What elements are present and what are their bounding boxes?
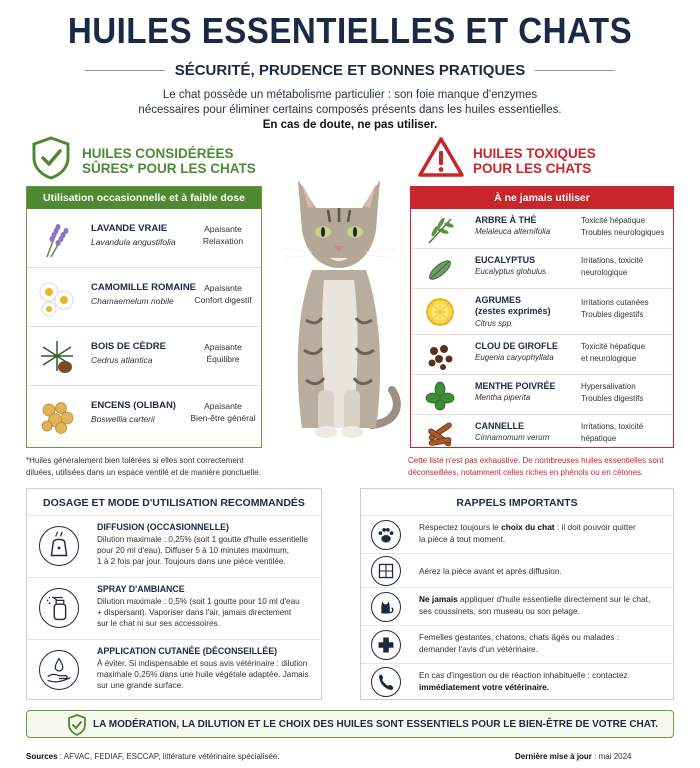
- effect-line: Toxicité hépatique: [581, 216, 646, 225]
- title-line: HUILES TOXIQUES: [473, 146, 596, 161]
- spray-bottle-icon: [39, 588, 79, 628]
- effect-line: et neurologique: [581, 354, 637, 363]
- subtitle-row: [85, 60, 615, 80]
- reminder-item: [361, 515, 673, 553]
- safe-oils-header: [30, 136, 270, 180]
- chamomile-icon: [37, 278, 77, 318]
- conclusion-text: LA MODÉRATION, LA DILUTION ET LE CHOIX DES HUILES SONT ESSENTIELS POUR LE BIEN-ÊTRE DE VOTRE CHAT.: [93, 719, 659, 730]
- oil-toxicity: [581, 341, 673, 365]
- reminder-line: demander l'avis d'un vétérinaire.: [419, 644, 538, 654]
- oil-toxicity: [581, 255, 673, 279]
- dosage-line: Dilution maximale : 0,25% (soit 1 goutte d'huile essentielle: [97, 535, 308, 544]
- reminder-emphasis: choix du chat: [501, 522, 555, 532]
- effect-line: hépatique: [581, 434, 617, 443]
- mint-icon: [425, 381, 455, 411]
- dosage-line: sur le chat ni sur ses accessoires.: [97, 619, 220, 628]
- last-update: [515, 752, 632, 761]
- oil-name: ENCENS (OLIBAN): [91, 400, 176, 411]
- oil-name: EUCALYPTUS: [475, 255, 536, 265]
- oil-effect: [187, 341, 259, 365]
- dosage-name: APPLICATION CUTANÉE (DÉCONSEILLÉE): [97, 646, 278, 656]
- divider: [85, 70, 165, 71]
- warning-icon: [417, 136, 465, 178]
- oil-latin-name: Citrus spp.: [475, 319, 514, 328]
- effect-line: Troubles digestifs: [581, 310, 644, 319]
- intro-line: nécessaires pour éliminer certains composés présents dans les huiles essentielles.: [138, 104, 562, 116]
- reminder-text: [419, 521, 669, 545]
- hand-drop-icon: [39, 650, 79, 690]
- toxic-oils-header: [415, 136, 675, 180]
- oil-toxicity: [581, 297, 673, 321]
- reminder-text: [419, 631, 669, 655]
- oil-latin-name: Lavandula angustifolia: [91, 237, 176, 247]
- oil-effect: [187, 400, 259, 424]
- safe-oils-panel: [26, 186, 262, 448]
- effect-line: Irritations cutanées: [581, 298, 649, 307]
- oil-toxicity: [581, 421, 673, 445]
- safe-oils-title: [82, 146, 256, 176]
- title-line: HUILES CONSIDÉRÉES: [82, 146, 234, 161]
- toxic-oils-note: [408, 455, 676, 479]
- reminder-line: Femelles gestantes, chatons, chats âgés ou malades :: [419, 632, 620, 642]
- reminder-text: Aérez la pièce avant et après diffusion.: [419, 566, 562, 576]
- reminder-line: ses coussinets, son museau ou son pelage.: [419, 606, 580, 616]
- frankincense-icon: [37, 396, 77, 436]
- note-line: *Huiles généralement bien tolérées si elles sont correctement: [26, 456, 244, 465]
- dosage-text: [97, 596, 317, 629]
- safe-oil-row: [27, 209, 261, 268]
- toxic-oil-row: [411, 335, 673, 375]
- update-text: : mai 2024: [591, 752, 632, 761]
- toxic-oils-panel: [410, 186, 674, 448]
- reminder-text-part: Respectez toujours le: [419, 522, 502, 532]
- toxic-oil-row: [411, 289, 673, 335]
- oil-name: ARBRE À THÉ: [475, 215, 537, 225]
- divider: [535, 70, 615, 71]
- dosage-item: [27, 577, 321, 637]
- effect-line: Apaisante: [204, 342, 242, 352]
- oil-name: CLOU DE GIROFLE: [475, 341, 558, 351]
- dosage-item: [27, 639, 321, 699]
- effect-line: Équilibre: [206, 354, 240, 364]
- effect-line: Apaisante: [204, 283, 242, 293]
- reminder-text-part: : il doit pouvoir quitter: [554, 522, 636, 532]
- oil-effect: [187, 223, 259, 247]
- reminders-title: RAPPELS IMPORTANTS: [456, 497, 578, 509]
- effect-line: Apaisante: [204, 224, 242, 234]
- oil-latin-name: Boswellia carterii: [91, 414, 155, 424]
- toxic-oils-bar: À ne jamais utiliser: [411, 187, 673, 209]
- update-label: Dernière mise à jour: [515, 752, 592, 761]
- effect-line: Troubles digestifs: [581, 394, 644, 403]
- cat-illustration: [272, 160, 406, 450]
- sources-label: Sources: [26, 752, 58, 761]
- reminder-text-part: appliquer d'huile essentielle directement sur le chat,: [457, 594, 651, 604]
- dosage-text: [97, 658, 317, 691]
- effect-line: Toxicité hépatique: [581, 342, 646, 351]
- reminder-item: [361, 553, 673, 587]
- toxic-oil-row: [411, 209, 673, 249]
- oil-latin-name: Chamaemelum nobile: [91, 296, 174, 306]
- effect-line: Relaxation: [202, 236, 244, 246]
- reminder-text: [419, 593, 669, 617]
- intro-line: Le chat possède un métabolisme particulier : son foie manque d'enzymes: [162, 89, 538, 101]
- effect-line: Apaisante: [204, 401, 242, 411]
- paw-icon: [371, 520, 401, 550]
- conclusion-banner: [26, 710, 674, 738]
- medical-cross-icon: [371, 630, 401, 660]
- shield-check-icon: [67, 714, 87, 736]
- oil-latin-name: Cedrus atlantica: [91, 355, 153, 365]
- oil-effect: [187, 282, 259, 306]
- oil-name: BOIS DE CÈDRE: [91, 341, 166, 352]
- effect-line: Confort digestif: [194, 295, 252, 305]
- toxic-oil-row: [411, 415, 673, 455]
- clove-icon: [425, 341, 455, 371]
- oil-latin-name: Cinnamomum verum: [475, 433, 550, 442]
- diffuser-icon: [39, 526, 79, 566]
- oil-latin-name: Eucalyptus globulus: [475, 267, 547, 276]
- intro-text: [110, 88, 590, 133]
- oil-latin-name: Mentha piperita: [475, 393, 531, 402]
- effect-line: Hypersalivation: [581, 382, 636, 391]
- dosage-name: SPRAY D'AMBIANCE: [97, 584, 185, 594]
- reminder-emphasis: immédiatement votre vétérinaire.: [419, 682, 550, 692]
- dosage-line: + dispersant). Vaporiser dans l'air, jamais directement: [97, 608, 292, 617]
- dosage-line: maximale 0,25% dans une huile végétale adaptée. Jamais: [97, 670, 309, 679]
- reminder-emphasis: Ne jamais: [419, 594, 458, 604]
- dosage-line: sur une grande surface.: [97, 681, 184, 690]
- dosage-item: [27, 515, 321, 575]
- oil-name: CAMOMILLE ROMAINE: [91, 282, 197, 293]
- citrus-icon: [425, 297, 455, 327]
- note-line: déconseillées, notamment celles riches en phénols ou en cétones.: [408, 468, 644, 477]
- intro-warning: En cas de doute, ne pas utiliser.: [262, 119, 438, 131]
- title-line: SÛRES* POUR LES CHATS: [82, 161, 256, 176]
- reminder-item: [361, 587, 673, 625]
- reminder-line: En cas d'ingestion ou de réaction inhabituelle : contactez: [419, 670, 628, 680]
- oil-name: [475, 295, 575, 317]
- dosage-name: DIFFUSION (OCCASIONNELLE): [97, 522, 229, 532]
- effect-line: Irritations, toxicité: [581, 422, 644, 431]
- reminder-line: la pièce à tout moment.: [419, 534, 506, 544]
- oil-name: MENTHE POIVRÉE: [475, 381, 556, 391]
- dosage-title: DOSAGE ET MODE D'UTILISATION RECOMMANDÉS: [43, 497, 305, 509]
- effect-line: neurologique: [581, 268, 628, 277]
- window-icon: [371, 556, 401, 586]
- dosage-line: pour 20 ml d'eau). Diffuser 5 à 10 minutes maximum,: [97, 546, 290, 555]
- reminders-panel: [360, 488, 674, 700]
- cedar-icon: [37, 337, 77, 377]
- oil-name-line: (zestes exprimés): [475, 306, 551, 316]
- dosage-text: [97, 534, 317, 567]
- effect-line: Bien-être général: [190, 413, 256, 423]
- oil-toxicity: [581, 215, 673, 239]
- oil-name-line: AGRUMES: [475, 295, 522, 305]
- dosage-line: À éviter. Si indispensable et sous avis vétérinaire : dilution: [97, 659, 308, 668]
- toxic-oil-row: [411, 375, 673, 415]
- page-subtitle: SÉCURITÉ, PRUDENCE ET BONNES PRATIQUES: [174, 61, 526, 79]
- toxic-oils-title: [473, 146, 596, 176]
- safe-oil-row: [27, 386, 261, 445]
- title-line: POUR LES CHATS: [473, 161, 592, 176]
- sources-text: : AFVAC, FEDIAF, ESCCAP, littérature vétérinaire spécialisée.: [57, 752, 280, 761]
- safe-oils-bar: Utilisation occasionnelle et à faible dose: [27, 187, 261, 209]
- effect-line: Irritations, toxicité: [581, 256, 644, 265]
- note-line: diluées, utilisées dans un espace ventilé et de manière ponctuelle.: [26, 468, 261, 477]
- oil-name: LAVANDE VRAIE: [91, 223, 168, 234]
- dosage-line: Dilution maximale : 0,5% (soit 1 goutte pour 10 ml d'eau: [97, 597, 300, 606]
- dosage-line: 1 à 2 fois par jour. Toujours dans une pièce ventilée.: [97, 557, 286, 566]
- shield-check-icon: [30, 136, 72, 180]
- page-title: HUILES ESSENTIELLES ET CHATS: [67, 10, 633, 51]
- tea-tree-icon: [425, 215, 455, 245]
- phone-icon: [371, 667, 401, 697]
- safe-oils-note: [26, 455, 266, 479]
- dosage-panel: [26, 488, 322, 700]
- note-line: Cette liste n'est pas exhaustive. De nombreuses huiles essentielles sont: [408, 456, 664, 465]
- reminder-item: [361, 625, 673, 663]
- cat-icon: [371, 592, 401, 622]
- oil-toxicity: [581, 381, 673, 405]
- sources: [26, 752, 280, 761]
- oil-latin-name: Melaleuca alternifolia: [475, 227, 551, 236]
- reminder-item: [361, 663, 673, 699]
- toxic-oil-row: [411, 249, 673, 289]
- cinnamon-icon: [425, 421, 455, 451]
- eucalyptus-icon: [425, 255, 455, 285]
- reminder-text: [419, 669, 669, 693]
- safe-oil-row: [27, 268, 261, 327]
- lavender-icon: [37, 219, 77, 259]
- oil-name: CANNELLE: [475, 421, 524, 431]
- oil-latin-name: Eugenia caryophyllata: [475, 353, 554, 362]
- effect-line: Troubles neurologiques: [581, 228, 665, 237]
- safe-oil-row: [27, 327, 261, 386]
